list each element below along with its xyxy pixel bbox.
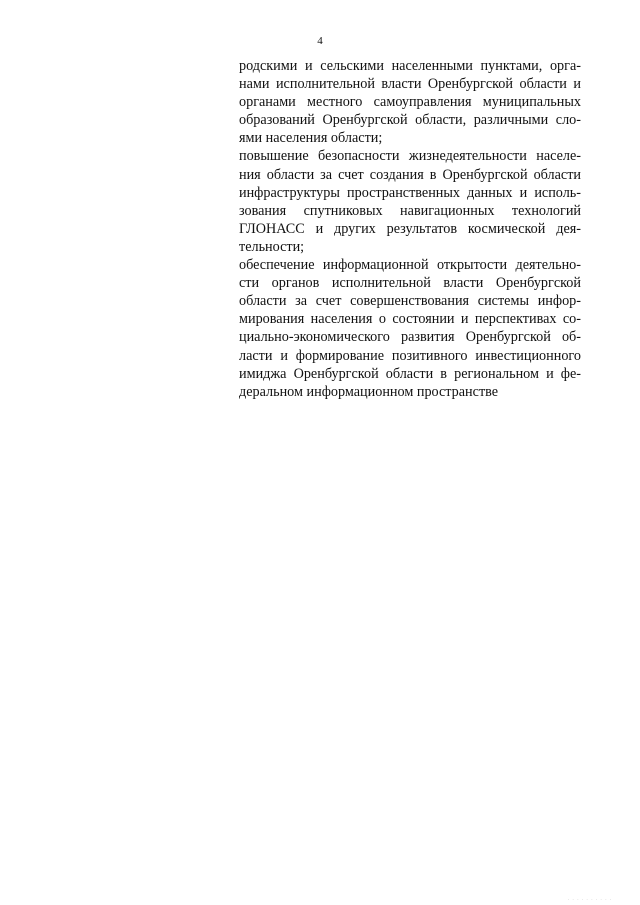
text-line: обеспечение информационной открытости деятельно- (239, 257, 581, 274)
footer-watermark: · · · · · · · · · · (567, 897, 612, 903)
text-line: ГЛОНАСС и других результатов космической дея- (239, 220, 581, 237)
document-body (239, 57, 581, 401)
text-line: инфраструктуры пространственных данных и исполь- (239, 184, 581, 201)
page-number: 4 (317, 35, 323, 47)
text-line: сти органов исполнительной власти Оренбургской (239, 275, 581, 292)
text-line: деральном информационном пространстве (239, 383, 499, 400)
text-line: повышение безопасности жизнедеятельности населе- (239, 148, 581, 165)
text-line: образований Оренбургской области, различными сло- (239, 112, 581, 129)
text-line: родскими и сельскими населенными пунктами, орга- (239, 58, 581, 74)
text-line: ями населения области; (239, 130, 383, 147)
text-line: ласти и формирование позитивного инвестиционного (239, 347, 581, 364)
text-line: ния области за счет создания в Оренбургской области (239, 166, 581, 183)
text-line: нами исполнительной власти Оренбургской области и (239, 76, 581, 93)
text-line: зования спутниковых навигационных технологий (239, 202, 581, 219)
text-line: циально-экономического развития Оренбургской об- (239, 329, 581, 346)
text-line: имиджа Оренбургской области в региональном и фе- (239, 365, 581, 382)
text-line: мирования населения о состоянии и перспективах со- (239, 311, 581, 328)
text-line: области за счет совершенствования системы инфор- (239, 293, 581, 310)
text-line: органами местного самоуправления муниципальных (239, 94, 581, 111)
text-line: тельности; (239, 238, 305, 255)
